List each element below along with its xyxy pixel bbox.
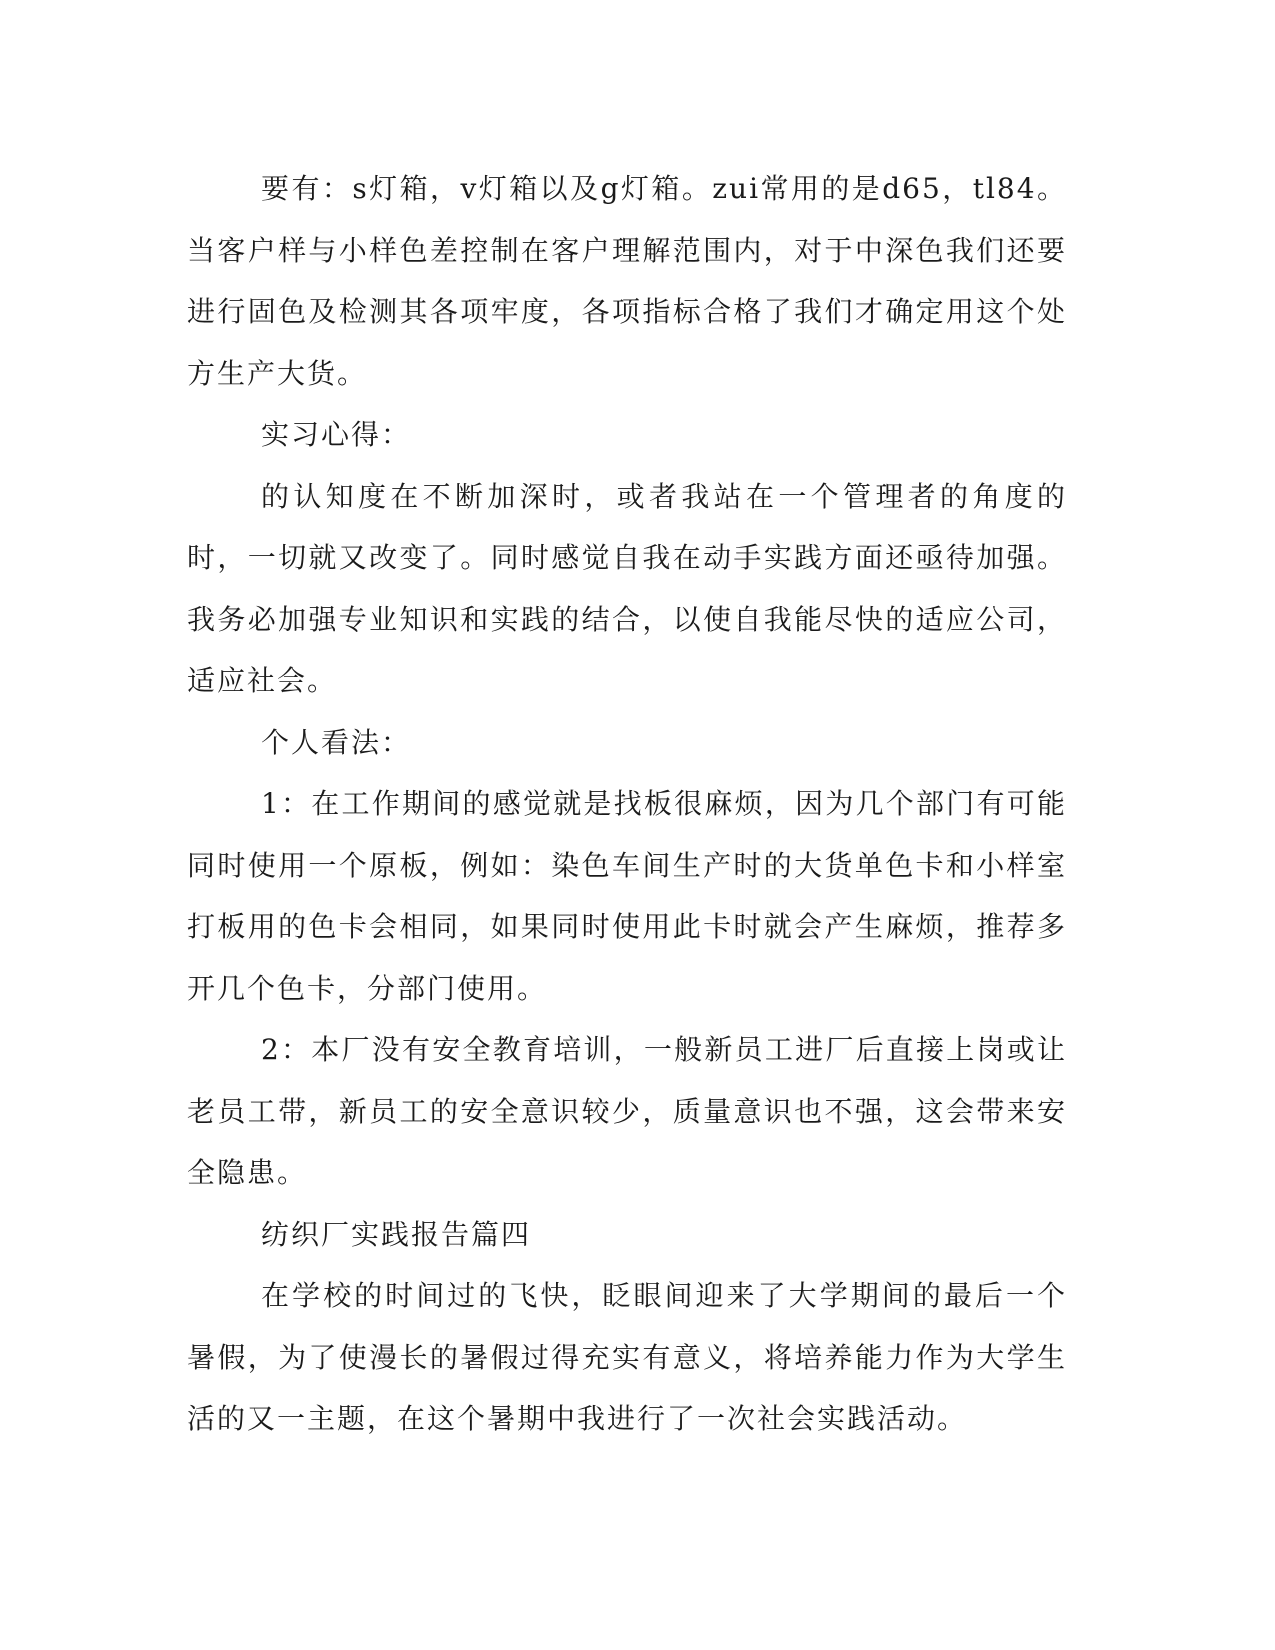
paragraph-light-box: 要有：s灯箱，v灯箱以及g灯箱。zui常用的是d65，tl84。当客户样与小样色差控制在客户理解范围内，对于中深色我们还要进行固色及检测其各项牢度，各项指标合格了我们才确定用这个处方生产大货。 (187, 172, 1067, 390)
paragraph-summer-practice: 在学校的时间过的飞快，眨眼间迎来了大学期间的最后一个暑假，为了使漫长的暑假过得充实有意义，将培养能力作为大学生活的又一主题，在这个暑期中我进行了一次社会实践活动。 (187, 1279, 1067, 1435)
paragraph-cognition: 的认知度在不断加深时，或者我站在一个管理者的角度的时，一切就又改变了。同时感觉自我在动手实践方面还亟待加强。我务必加强专业知识和实践的结合，以使自我能尽快的适应公司，适应社会。 (187, 479, 1067, 697)
document-body (187, 158, 1067, 1450)
paragraph-view-1: 1：在工作期间的感觉就是找板很麻烦，因为几个部门有可能同时使用一个原板，例如：染色车间生产时的大货单色卡和小样室打板用的色卡会相同，如果同时使用此卡时就会产生麻烦，推荐多开几个色卡，分部门使用。 (187, 787, 1067, 1005)
section-title-part-four: 纺织厂实践报告篇四 (261, 1217, 532, 1251)
heading-personal-views: 个人看法： (261, 725, 412, 759)
heading-internship-experience: 实习心得： (261, 418, 412, 451)
paragraph-view-2: 2：本厂没有安全教育培训，一般新员工进厂后直接上岗或让老员工带，新员工的安全意识较少，质量意识也不强，这会带来安全隐患。 (187, 1033, 1067, 1189)
